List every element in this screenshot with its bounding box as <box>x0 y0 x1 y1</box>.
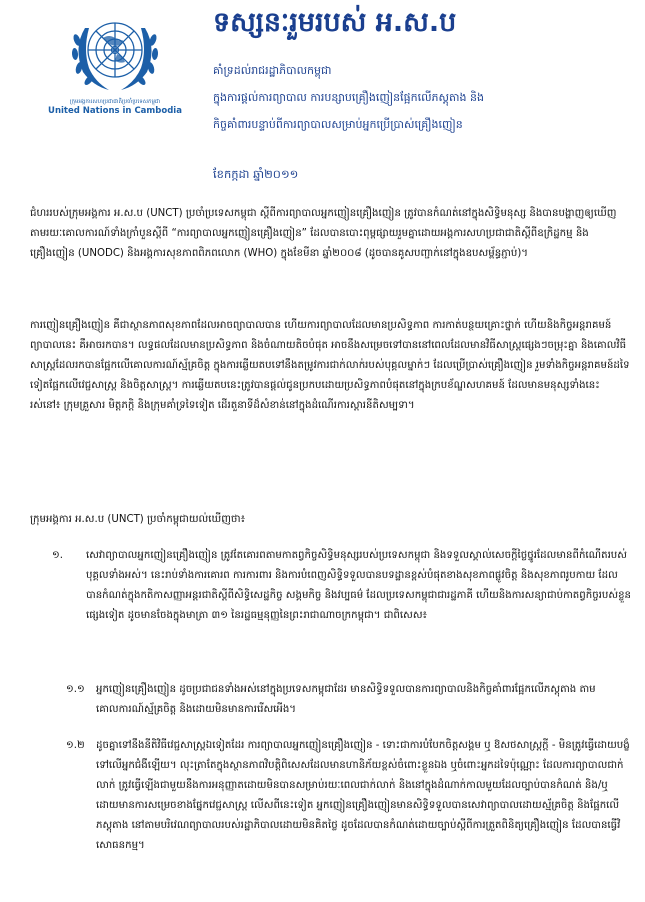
list-item-number: ១.១ <box>66 684 85 695</box>
paragraph-unct-view: ក្រុមអង្គការ អ.ស.ប (UNCT) ប្រចាំកម្ពុជាយល់ឃើញថា៖ <box>30 514 246 525</box>
subtitle-line-3: កិច្ចគាំពារបន្ទាប់ពីការព្យាបាលសម្រាប់អ្នកប្រើប្រាស់គ្រឿងញៀន <box>213 118 463 131</box>
subtitle-line-2: ក្នុងការផ្តល់ការព្យាបាល ការបន្សាបគ្រឿងញៀនផ្អែកលើភស្តុតាង និង <box>213 91 484 104</box>
un-emblem-icon <box>63 8 167 96</box>
list-item-number: ១.២ <box>66 740 85 751</box>
list-item-text: អ្នកញៀនគ្រឿងញៀន ដូចប្រជាជនទាំងអស់នៅក្នុងប្រទេសកម្ពុជាដែរ មានសិទ្ធិទទួលបានការព្យាបាលនិងកិច្ចគាំពារផ្អែកលើភស្តុតាង តាមគោលការណ៍ស្ម័គ្រចិត្ត និងដោយមិនមានការរើសអើង។ <box>96 684 596 715</box>
un-logo <box>40 8 190 128</box>
paragraph-intro: ជំហររបស់ក្រុមអង្គការ អ.ស.ប (UNCT) ប្រចាំប្រទេសកម្ពុជា ស្តីពីការព្យាបាលអ្នកញៀនគ្រឿងញៀន ត្រូវបានកំណត់នៅក្នុងសិទ្ធិមនុស្ស និងបានបង្ហាញឲ្យឃើញតាមរយៈគោលការណ៍ទាំងក្រាំបួនស្តីពី “ការព្យាបាលអ្នកញៀនគ្រឿងញៀន” ដែលបានបោះពុម្ពផ្សាយរួមគ្នាដោយអង្គការសហប្រជាជាតិស្តីពីឧក្រិដ្ឋកម្ម និងគ្រឿងញៀន (UNODC) និងអង្គការសុខភាពពិភពលោក (WHO) ក្នុងខែមីនា ឆ្នាំ២០០៨ (ដូចបានគូសបញ្ជាក់នៅក្នុងឧបសម្ព័ន្ធភ្ជាប់)។ <box>30 208 617 259</box>
logo-khmer-caption: ក្រុមអង្គការសហប្រជាជាតិប្រចាំប្រទេសកម្ពុជា <box>69 99 161 105</box>
list-item-text: ដូចគ្នាទៅនឹងនីតិវិធីវេជ្ជសាស្ត្រឯទៀតដែរ ការព្យាបាលអ្នកញៀនគ្រឿងញៀន - ទោះជាការបំបែកចិត្តសង្គម ឬ ឱសថសាស្ត្រក្តី - មិនត្រូវធ្វើដោយបង្ខំទៅលើអ្នកជំងឺឡើយ។ លុះត្រាតែក្នុងស្ថានភាពវិបត្តិពិសេសដែលមានហានិភ័យខ្ពស់ចំពោះខ្លួនឯង ឬចំពោះអ្នកដទៃប៉ុណ្ណោះ ដែលការព្យាបាលជាក់លាក់ ត្រូវធ្វើឡើងជាមួយនឹងការអនុញ្ញាតដោយមិនបានសម្រាប់រយៈពេលជាក់លាក់ និងនៅក្នុងដំណាក់កាលមួយដែលច្បាប់បានកំណត់ និង/ឬ ដោយមានការសម្រេចខាងផ្នែកវេជ្ជសាស្ត្រ លើសពីនេះទៀត អ្នកញៀនគ្រឿងញៀនមានសិទ្ធិទទួលបានសេវាព្យាបាលដោយស្ម័គ្រចិត្ត និងផ្អែកលើភស្តុតាង នៅតាមបរិវេណព្យាបាលរបស់រដ្ឋាភិបាលដោយមិនគិតថ្លៃ ដូចដែលបានកំណត់ដោយច្បាប់ស្តីពីការត្រួតពិនិត្យគ្រឿងញៀន ដែលបានធ្វើវិសោធនកម្ម។ <box>96 740 630 851</box>
logo-english-caption: United Nations in Cambodia <box>48 106 182 116</box>
subtitle-line-1: គាំទ្រដល់រាជរដ្ឋាភិបាលកម្ពុជា <box>213 64 332 77</box>
list-item-text: សេវាព្យាបាលអ្នកញៀនគ្រឿងញៀន ត្រូវតែគោរពតាមកាតព្វកិច្ចសិទ្ធិមនុស្សរបស់ប្រទេសកម្ពុជា និងទទួលស្គាល់សេចក្តីថ្លៃថ្នូរដែលមានពីកំណើតរបស់បុគ្គលទាំងអស់។ នេះរាប់ទាំងការគោរព ការការពារ និងការបំពេញសិទ្ធិទទួលបានបទដ្ឋានខ្ពស់បំផុតខាងសុខភាពផ្លូវចិត្ត និងសុខភាពរូបកាយ ដែលបានកំណត់ក្នុងកតិកាសញ្ញាអន្តរជាតិស្តីពីសិទ្ធិសេដ្ឋកិច្ច សង្គមកិច្ច និងវប្បធម៌ ដែលប្រទេសកម្ពុជាជារដ្ឋភាគី ហើយនិងការសន្យាជាប់កាតព្វកិច្ចរបស់ខ្លួនផ្សេងទៀត ដូចមានចែងក្នុងមាត្រា ៣១ នៃរដ្ឋធម្មនុញ្ញនៃព្រះរាជាណាចក្រកម្ពុជា។ ជាពិសេស៖ <box>86 550 632 621</box>
page-title: ទស្សនៈរួមរបស់ អ.ស.ប <box>213 7 457 38</box>
list-item-number: ១. <box>52 550 63 561</box>
document-date: ខែកក្កដា ឆ្នាំ២០១១ <box>213 167 299 181</box>
paragraph-addiction: ការញៀនគ្រឿងញៀន គឺជាស្ថានភាពសុខភាពដែលអាចព្យាបាលបាន ហើយការព្យាបាលដែលមានប្រសិទ្ធភាព ការកាត់បន្ថយគ្រោះថ្នាក់ ហើយនិងកិច្ចអន្តរាគមន៍ព្យាបាលនេះ គឺអាចរកបាន។ លទ្ធផលដែលមានប្រសិទ្ធភាព និងចំណាយតិចបំផុត អាចនឹងសម្រេចទៅបាននៅពេលដែលមានវិធីសាស្ត្រផ្សេងៗចម្រុះគ្នា និងគោលវិធីសាស្ត្រដែលរកបានផ្អែកលើគោលការណ៍ស្ម័គ្រចិត្ត ក្នុងការឆ្លើយតបទៅនឹងតម្រូវការជាក់លាក់របស់បុគ្គលម្នាក់ៗ ដែលប្រើប្រាស់គ្រឿងញៀន រួមទាំងកិច្ចអន្តរាគមន៍ដទៃទៀតផ្អែកលើវេជ្ជសាស្ត្រ និងចិត្តសាស្ត្រ។ ការឆ្លើយតបនេះត្រូវបានផ្តល់ជូនប្រកបដោយប្រសិទ្ធភាពបំផុតនៅក្នុងក្របខ័ណ្ឌសហគមន៍ ដែលមានមនុស្សទាំងនេះរស់នៅ៖ ក្រុមគ្រួសារ មិត្តភក្តិ និងក្រុមគាំទ្រទៃទៀត ដើរតួនាទីដ៏សំខាន់នៅក្នុងដំណើរការស្តារនីតិសម្បទា។ <box>30 320 630 411</box>
